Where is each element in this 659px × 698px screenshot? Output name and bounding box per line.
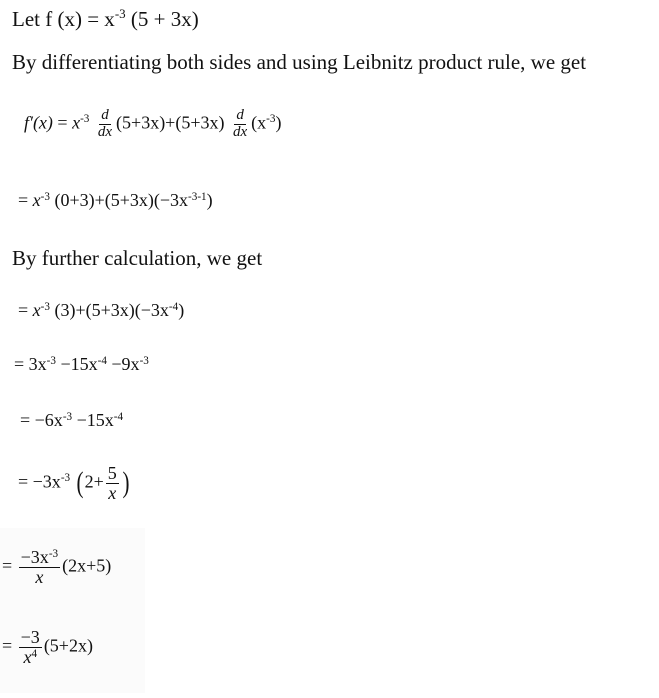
factored-step: = $-3x^{-3}$ (2+ $\frac{5}{x}$ ) bbox=[18, 463, 130, 503]
simplified-step: = $x^{-3}$ $(3)+(5+3x)(-3x^{-4})$ bbox=[18, 300, 185, 320]
numerator-fraction: $\frac{-3x^{-3}}{x}$ bbox=[20, 547, 59, 587]
expanded-step: = $x^{-3}$ $(0+3)+(5+3x)(-3x^{-3-1})$ bbox=[18, 190, 213, 210]
d-dx-fraction: $\frac{d}{dx}$ bbox=[232, 107, 248, 140]
d-dx-fraction: $\frac{d}{dx}$ bbox=[97, 107, 113, 140]
combined-terms: = $-6x^{-3} -15x^{-4}$ bbox=[20, 410, 124, 430]
problem-statement: Let f $(x) = x^{-3}$ (5 + 3x) bbox=[12, 6, 199, 31]
final-fraction: $\frac{-3}{x^4}$ bbox=[20, 627, 40, 667]
expanded-terms: = $3x^{-3} -15x^{-4} -9x^{-3}$ bbox=[14, 354, 149, 374]
intro-text: By differentiating both sides and using Leibnitz product rule, we get bbox=[12, 50, 587, 74]
final-answer: = $\frac{-3}{x^4}$ (5+2x) bbox=[2, 627, 93, 667]
derivative-equation: $f'(x) = x^{-3}$ $\frac{d}{dx}$ (5+3x)+(5+3x) $\frac{d}{dx}$ $(x^{-3})$ bbox=[24, 107, 282, 140]
five-over-x-fraction: $\frac{5}{x}$ bbox=[107, 463, 117, 503]
further-text: By further calculation, we get bbox=[12, 246, 263, 270]
fraction-step: = $\frac{-3x^{-3}}{x}$ (2x+5) bbox=[2, 547, 112, 587]
